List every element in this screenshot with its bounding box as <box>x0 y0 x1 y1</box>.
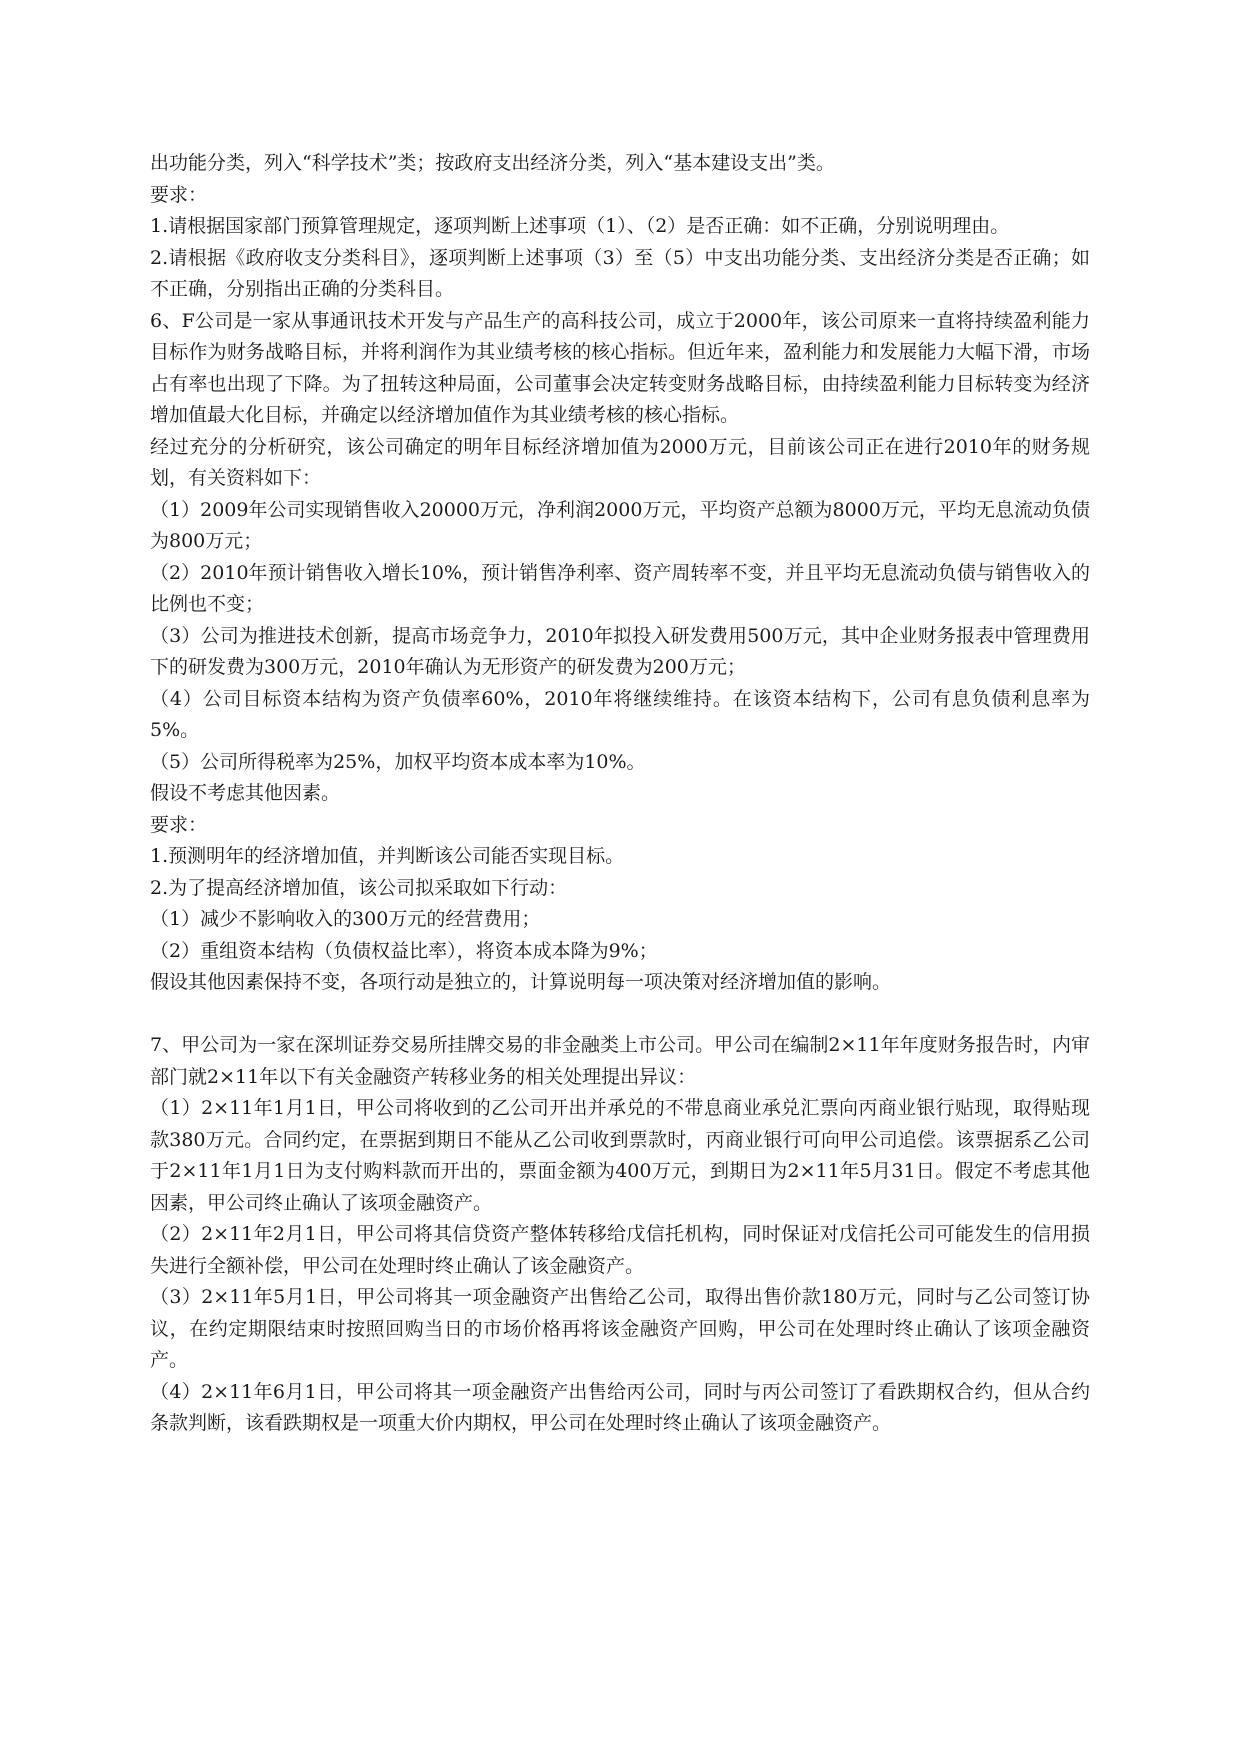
requirement-item: 2.为了提高经济增加值，该公司拟采取如下行动： <box>150 876 568 899</box>
question-6-item: （3）公司为推进技术创新，提高市场竞争力，2010年拟投入研发费用500万元，其中企业财务报表中管理费用下的研发费为300万元，2010年确认为无形资产的研发费为200万元； <box>150 624 1090 678</box>
blank-line <box>150 999 1090 1031</box>
question-6-intro: 6、F公司是一家从事通讯技术开发与产品生产的高科技公司，成立于2000年，该公司原来一直将持续盈利能力目标作为财务战略目标，并将利润作为其业绩考核的核心指标。但近年来，盈利能力和发展能力大幅下滑，市场占有率也出现了下降。为了扭转这种局面，公司董事会决定转变财务战略目标，由持续盈利能力目标转变为经济增加值最大化目标，并确定以经济增加值作为其业绩考核的核心指标。 <box>150 309 1090 426</box>
assumption-line: 假设其他因素保持不变，各项行动是独立的，计算说明每一项决策对经济增加值的影响。 <box>150 971 892 993</box>
question-6-item: （2）2010年预计销售收入增长10%，预计销售净利率、资产周转率不变，并且平均无息流动负债与销售收入的比例也不变； <box>150 561 1090 615</box>
question-7-item: （1）2×11年1月1日，甲公司将收到的乙公司开出并承兑的不带息商业承兑汇票向丙商业银行贴现，取得贴现款380万元。合同约定，在票据到期日不能从乙公司收到票款时，丙商业银行可向甲公司追偿。该票据系乙公司于2×11年1月1日为支付购料款而开出的，票面金额为400万元，到期日为2×11年5月31日。假定不考虑其他因素，甲公司终止确认了该项金融资产。 <box>150 1097 1090 1214</box>
question-6-item: （4）公司目标资本结构为资产负债率60%，2010年将继续维持。在该资本结构下，公司有息负债利息率为5%。 <box>150 687 1090 741</box>
question-6-item: （1）2009年公司实现销售收入20000万元，净利润2000万元，平均资产总额为8000万元，平均无息流动负债为800万元； <box>150 498 1090 552</box>
requirements-heading: 要求： <box>150 813 208 836</box>
question-7-item: （2）2×11年2月1日，甲公司将其信贷资产整体转移给戊信托机构，同时保证对戊信托公司可能发生的信用损失进行全额补偿，甲公司在处理时终止确认了该金融资产。 <box>150 1223 1090 1277</box>
question-7-intro: 7、甲公司为一家在深圳证券交易所挂牌交易的非金融类上市公司。甲公司在编制2×11年年度财务报告时，内审部门就2×11年以下有关金融资产转移业务的相关处理提出异议： <box>150 1034 1090 1088</box>
assumption-line: 假设不考虑其他因素。 <box>150 782 341 804</box>
text-line: 出功能分类，列入“科学技术”类；按政府支出经济分类，列入“基本建设支出”类。 <box>150 152 835 174</box>
requirement-item: 1.预测明年的经济增加值，并判断该公司能否实现目标。 <box>150 845 625 867</box>
requirement-item: 1.请根据国家部门预算管理规定，逐项判断上述事项（1）、（2）是否正确：如不正确，分别说明理由。 <box>150 215 1010 237</box>
question-6-context: 经过充分的分析研究，该公司确定的明年目标经济增加值为2000万元，目前该公司正在进行2010年的财务规划，有关资料如下： <box>150 435 1090 489</box>
action-item: （2）重组资本结构（负债权益比率），将资本成本降为9%； <box>150 939 658 962</box>
requirement-item: 2.请根据《政府收支分类科目》，逐项判断上述事项（3）至（5）中支出功能分类、支出经济分类是否正确；如不正确，分别指出正确的分类科目。 <box>150 246 1090 300</box>
action-item: （1）减少不影响收入的300万元的经营费用； <box>150 908 541 930</box>
question-7-item: （4）2×11年6月1日，甲公司将其一项金融资产出售给丙公司，同时与丙公司签订了看跌期权合约，但从合约条款判断，该看跌期权是一项重大价内期权，甲公司在处理时终止确认了该项金融资产。 <box>150 1380 1090 1434</box>
document-body <box>150 148 1090 1440</box>
question-6-item: （5）公司所得税率为25%，加权平均资本成本率为10%。 <box>150 750 646 773</box>
requirements-heading: 要求： <box>150 183 208 206</box>
question-7-item: （3）2×11年5月1日，甲公司将其一项金融资产出售给乙公司，取得出售价款180万元，同时与乙公司签订协议，在约定期限结束时按照回购当日的市场价格再将该金融资产回购，甲公司在处理时终止确认了该项金融资产。 <box>150 1286 1090 1371</box>
